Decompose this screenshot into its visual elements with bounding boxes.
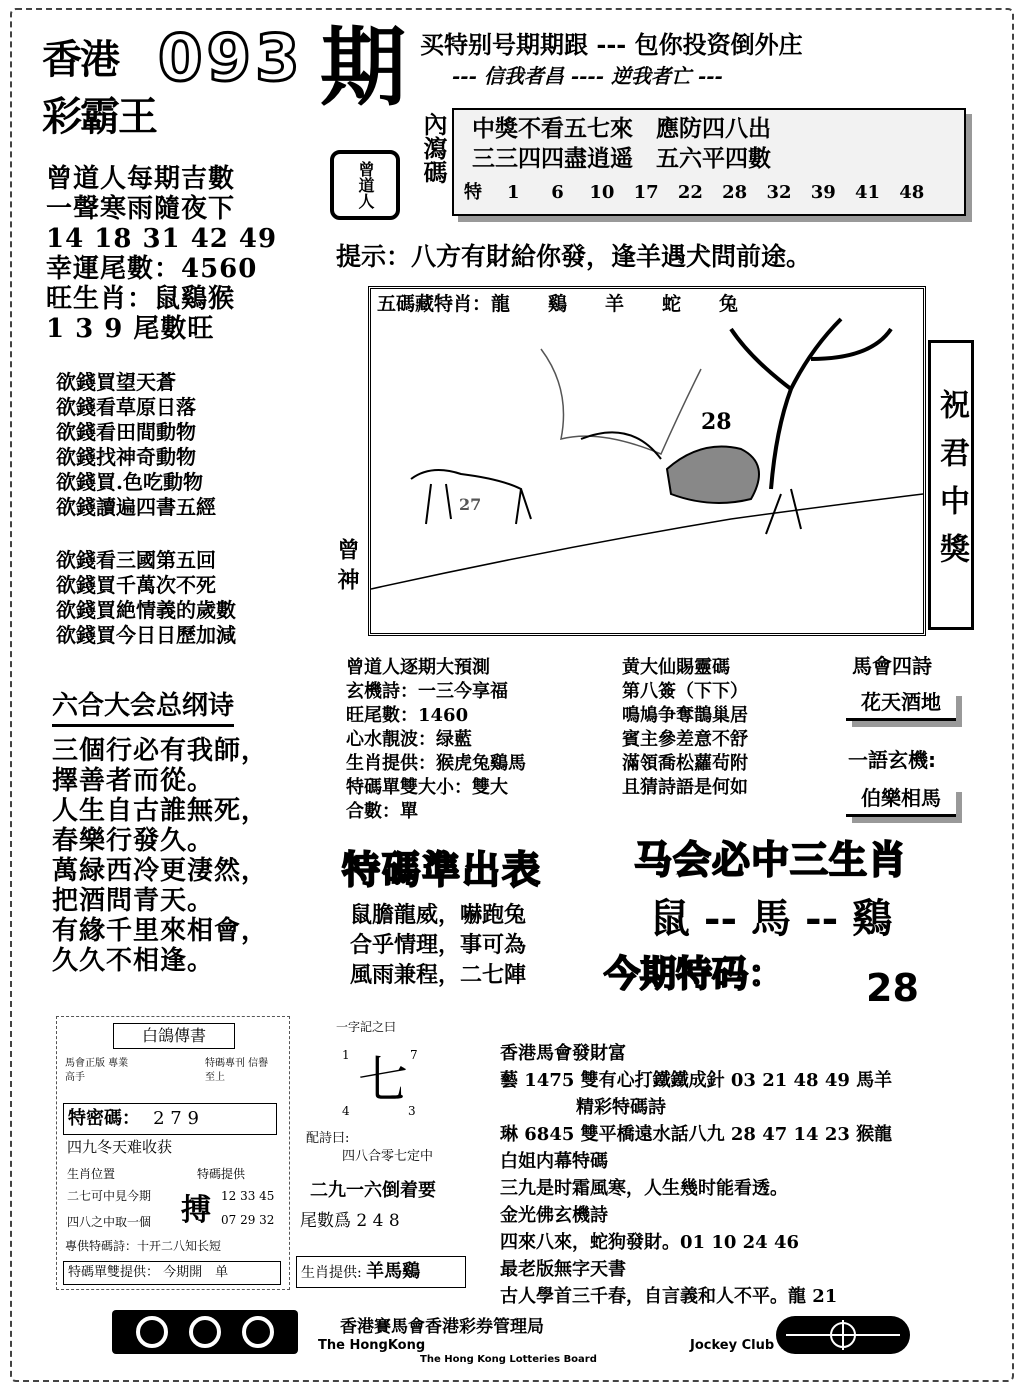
inner-number: 17 <box>633 182 659 203</box>
right-bottom-line: 最老版無字天書 <box>500 1259 626 1280</box>
poem-line: 擇善者而從。 <box>52 766 215 796</box>
brand-hk: 香港 <box>42 37 118 83</box>
lottery-logo-right <box>776 1316 910 1354</box>
horse-poem-title: 馬會四詩 <box>852 654 932 678</box>
prediction-line: 旺尾數：1460 <box>346 705 469 726</box>
seal <box>330 150 400 220</box>
huang-line: 鳴鳩争奪鵲巢居 <box>622 705 748 726</box>
one-char-title: 一字記之曰 <box>336 1020 397 1034</box>
special-table-line: 風雨兼程，二七陣 <box>350 962 527 988</box>
special-table-title: 特碼準出表 <box>342 848 543 892</box>
right-bottom-line: 藝 1475 雙有心打鐵鐵成針 03 21 48 49 馬羊 <box>500 1070 893 1091</box>
huang-line: 且猜詩語是何如 <box>622 777 748 798</box>
inner-number: 32 <box>766 182 792 203</box>
lucky-line: 1 3 9 尾數旺 <box>46 314 215 344</box>
big-char: 搏 <box>181 1193 211 1228</box>
poem-line: 三個行必有我師， <box>52 736 269 766</box>
special-table-line: 合乎情理，事可為 <box>350 932 527 958</box>
horse-poem-answer: 花天酒地 <box>846 690 956 721</box>
secret-label: 特密碼： <box>68 1108 140 1129</box>
one-char-poem-label: 配詩曰: <box>306 1131 350 1146</box>
horse-poem-title2: 一語玄機: <box>848 748 936 772</box>
one-char-digit: 3 <box>408 1104 416 1118</box>
right-bottom-line: 香港馬會發財富 <box>500 1043 626 1064</box>
pigeon-line: 四九冬天难收获 <box>67 1138 173 1156</box>
prediction-line: 特碼單雙大小：雙大 <box>346 777 508 798</box>
poem-line: 萬緑西冷更淒然， <box>52 856 269 886</box>
one-char-zodiac-label: 生肖提供: <box>301 1265 362 1281</box>
pos-line-2: 四八之中取一個 <box>67 1215 152 1229</box>
landscape-drawing <box>371 289 923 633</box>
lucky-line: 一聲寒雨隨夜下 <box>46 194 236 224</box>
riddle-line: 欲錢買絶情義的歲數 <box>56 598 236 622</box>
hint-line: 提示：八方有財給你發，逢羊遇犬問前途。 <box>336 242 812 271</box>
right-bottom-line: 精彩特碼詩 <box>576 1097 666 1118</box>
inner-number: 28 <box>722 182 748 203</box>
prediction-line: 玄機詩：一三今享福 <box>346 681 508 702</box>
single-double-value: 今期開 单 <box>163 1265 229 1280</box>
picture-caption: 五碼藏特肖：龍 鷄 羊 蛇 兔 <box>377 293 739 315</box>
poem-line: 久久不相逢。 <box>52 946 215 976</box>
inner-number: 39 <box>810 182 836 203</box>
huang-line: 滿領喬松蘿茍附 <box>622 753 748 774</box>
lucky-line: 14 18 31 42 49 <box>46 224 278 254</box>
this-issue-label: 今期特码： <box>604 954 785 995</box>
poem-line: 人生自古誰無死， <box>52 796 269 826</box>
right-bottom-line: 琳 6845 雙平橋遠水話八九 28 47 14 23 猴龍 <box>500 1124 893 1145</box>
one-char-line2: 二九一六倒着要 <box>310 1180 436 1201</box>
pigeon-right-small: 特碼專刊 信譽至上 <box>205 1058 269 1083</box>
inner-number: 1 <box>507 182 520 203</box>
right-bottom-line: 白姐内幕特碼 <box>500 1151 608 1172</box>
one-char-zodiac-box <box>296 1256 466 1288</box>
one-char-digit: 4 <box>342 1104 350 1118</box>
huang-line: 第八簽（下下） <box>622 681 748 702</box>
poem-line: 把酒問青天。 <box>52 886 215 916</box>
poem-title: 六合大会总纲诗 <box>52 690 234 727</box>
huang-block <box>622 656 748 800</box>
riddle-line: 欲錢讀遍四書五經 <box>56 495 216 519</box>
prediction-block <box>346 656 526 824</box>
side-left-label: 曾神 <box>334 538 360 598</box>
lucky-block <box>46 164 277 344</box>
riddle-line: 欲錢買望天蒼 <box>56 370 176 394</box>
huang-line: 賓主參差意不舒 <box>622 729 748 750</box>
one-char-block <box>296 1020 466 1288</box>
riddle-line: 欲錢看田間動物 <box>56 420 196 444</box>
inner-code-label: 內瀉碼 <box>419 112 448 184</box>
slogan-top: 买特别号期期跟 --- 包你投资倒外庄 <box>420 30 803 59</box>
riddle-line: 欲錢找神奇動物 <box>56 445 196 469</box>
inner-number: 10 <box>589 182 615 203</box>
footer-en-sub: The Hong Kong Lotteries Board <box>420 1354 597 1365</box>
secret-value: 2 7 9 <box>153 1108 199 1129</box>
prediction-line: 心水靚波：绿藍 <box>346 729 472 750</box>
jockey-logo-left <box>112 1310 298 1354</box>
one-char-poem: 四八合零七定中 <box>342 1149 434 1164</box>
horse-poem-answer2: 伯樂相馬 <box>846 786 956 817</box>
pigeon-title: 白鴿傳書 <box>113 1023 235 1049</box>
right-bottom-line: 金光佛玄機詩 <box>500 1205 608 1226</box>
three-zodiac-title: 马会必中三生肖 <box>634 838 908 882</box>
inner-line-1: 中獎不看五七來 應防四八出 <box>472 115 771 142</box>
prediction-line: 生肖提供：猴虎兔鷄馬 <box>346 753 526 774</box>
footer-en-left: The HongKong <box>318 1338 426 1353</box>
one-char-big: 七 <box>358 1051 408 1109</box>
slogan-sub: --- 信我者昌 ---- 逆我者亡 --- <box>452 64 723 88</box>
special-supply-label: 特碼提供 <box>197 1167 246 1181</box>
nums-row-2: 07 29 32 <box>221 1213 275 1227</box>
seal-text: 曾道人 <box>356 161 375 209</box>
side-right-label: 祝君中獎 <box>928 340 974 630</box>
poem-line: 有緣千里來相會， <box>52 916 269 946</box>
illustration <box>368 286 926 636</box>
secret-row <box>63 1103 277 1135</box>
three-zodiac-animals: 鼠 -- 馬 -- 鷄 <box>650 895 893 942</box>
special-label: 特 <box>464 182 482 203</box>
one-char-digit: 1 <box>342 1048 350 1062</box>
footer-title: 香港賽馬會香港彩券管理局 <box>340 1317 544 1337</box>
inner-line-2: 三三四四盡逍遥 五六平四數 <box>472 145 771 172</box>
issue-number: 093 <box>158 22 304 96</box>
riddles-b <box>56 548 236 648</box>
brand-title: 彩霸王 <box>42 94 156 140</box>
lucky-line: 旺生肖：鼠鷄猴 <box>46 284 236 314</box>
one-char-zodiac-value: 羊馬鷄 <box>366 1261 421 1282</box>
single-double-row <box>63 1261 281 1285</box>
riddle-line: 欲錢看三國第五回 <box>56 548 216 572</box>
pigeon-card <box>56 1016 290 1290</box>
nums-row-1: 12 33 45 <box>221 1189 275 1203</box>
huang-line: 黄大仙賜靈碼 <box>622 657 730 678</box>
right-bottom-line: 四來八來，蛇狗發財。01 10 24 46 <box>500 1232 799 1253</box>
riddle-line: 欲錢買.色吃動物 <box>56 470 203 494</box>
number-28: 28 <box>701 409 732 435</box>
one-char-tail: 尾數爲 2 4 8 <box>300 1211 400 1231</box>
this-issue-number: 28 <box>866 966 919 1010</box>
riddle-line: 欲錢買千萬次不死 <box>56 573 216 597</box>
inner-number: 22 <box>677 182 703 203</box>
pos-line-1: 二七可中見今期 <box>67 1189 152 1203</box>
riddle-line: 欲錢看草原日落 <box>56 395 196 419</box>
zodiac-pos-label: 生肖位置 <box>67 1167 116 1181</box>
right-bottom-block <box>500 1040 1000 1310</box>
riddle-line: 欲錢買今日日歷加減 <box>56 623 236 647</box>
special-poem-line: 專供特碼詩：十开二八知长短 <box>65 1239 222 1253</box>
inner-number: 6 <box>551 182 564 203</box>
issue-suffix: 期 <box>320 18 406 118</box>
one-char-digit: 7 <box>410 1048 418 1062</box>
special-table-lines <box>350 900 526 990</box>
number-27: 27 <box>459 495 482 514</box>
prediction-line: 合數：單 <box>346 801 418 822</box>
right-bottom-line: 古人學首三千春，自言義和人不平。龍 21 <box>500 1286 838 1307</box>
inner-number: 48 <box>899 182 925 203</box>
riddles-a <box>56 370 216 520</box>
inner-code-box <box>452 108 966 216</box>
lucky-line: 幸運尾數：4560 <box>46 254 258 284</box>
inner-numbers <box>464 178 964 204</box>
poem-block <box>52 736 268 976</box>
inner-number: 41 <box>855 182 881 203</box>
lucky-line: 曾道人每期吉數 <box>46 164 236 194</box>
poem-line: 春樂行發久。 <box>52 826 215 856</box>
footer-en-right: Jockey Club <box>690 1338 775 1353</box>
prediction-line: 曾道人逐期大預測 <box>346 657 490 678</box>
right-bottom-line: 三九是时霜風寒，人生幾时能看透。 <box>500 1178 788 1199</box>
single-double-label: 特碼單雙提供： <box>68 1265 160 1280</box>
pigeon-left-small: 馬會正版 專業高手 <box>65 1058 129 1083</box>
special-table-line: 鼠膽龍威，嚇跑兔 <box>350 902 527 928</box>
